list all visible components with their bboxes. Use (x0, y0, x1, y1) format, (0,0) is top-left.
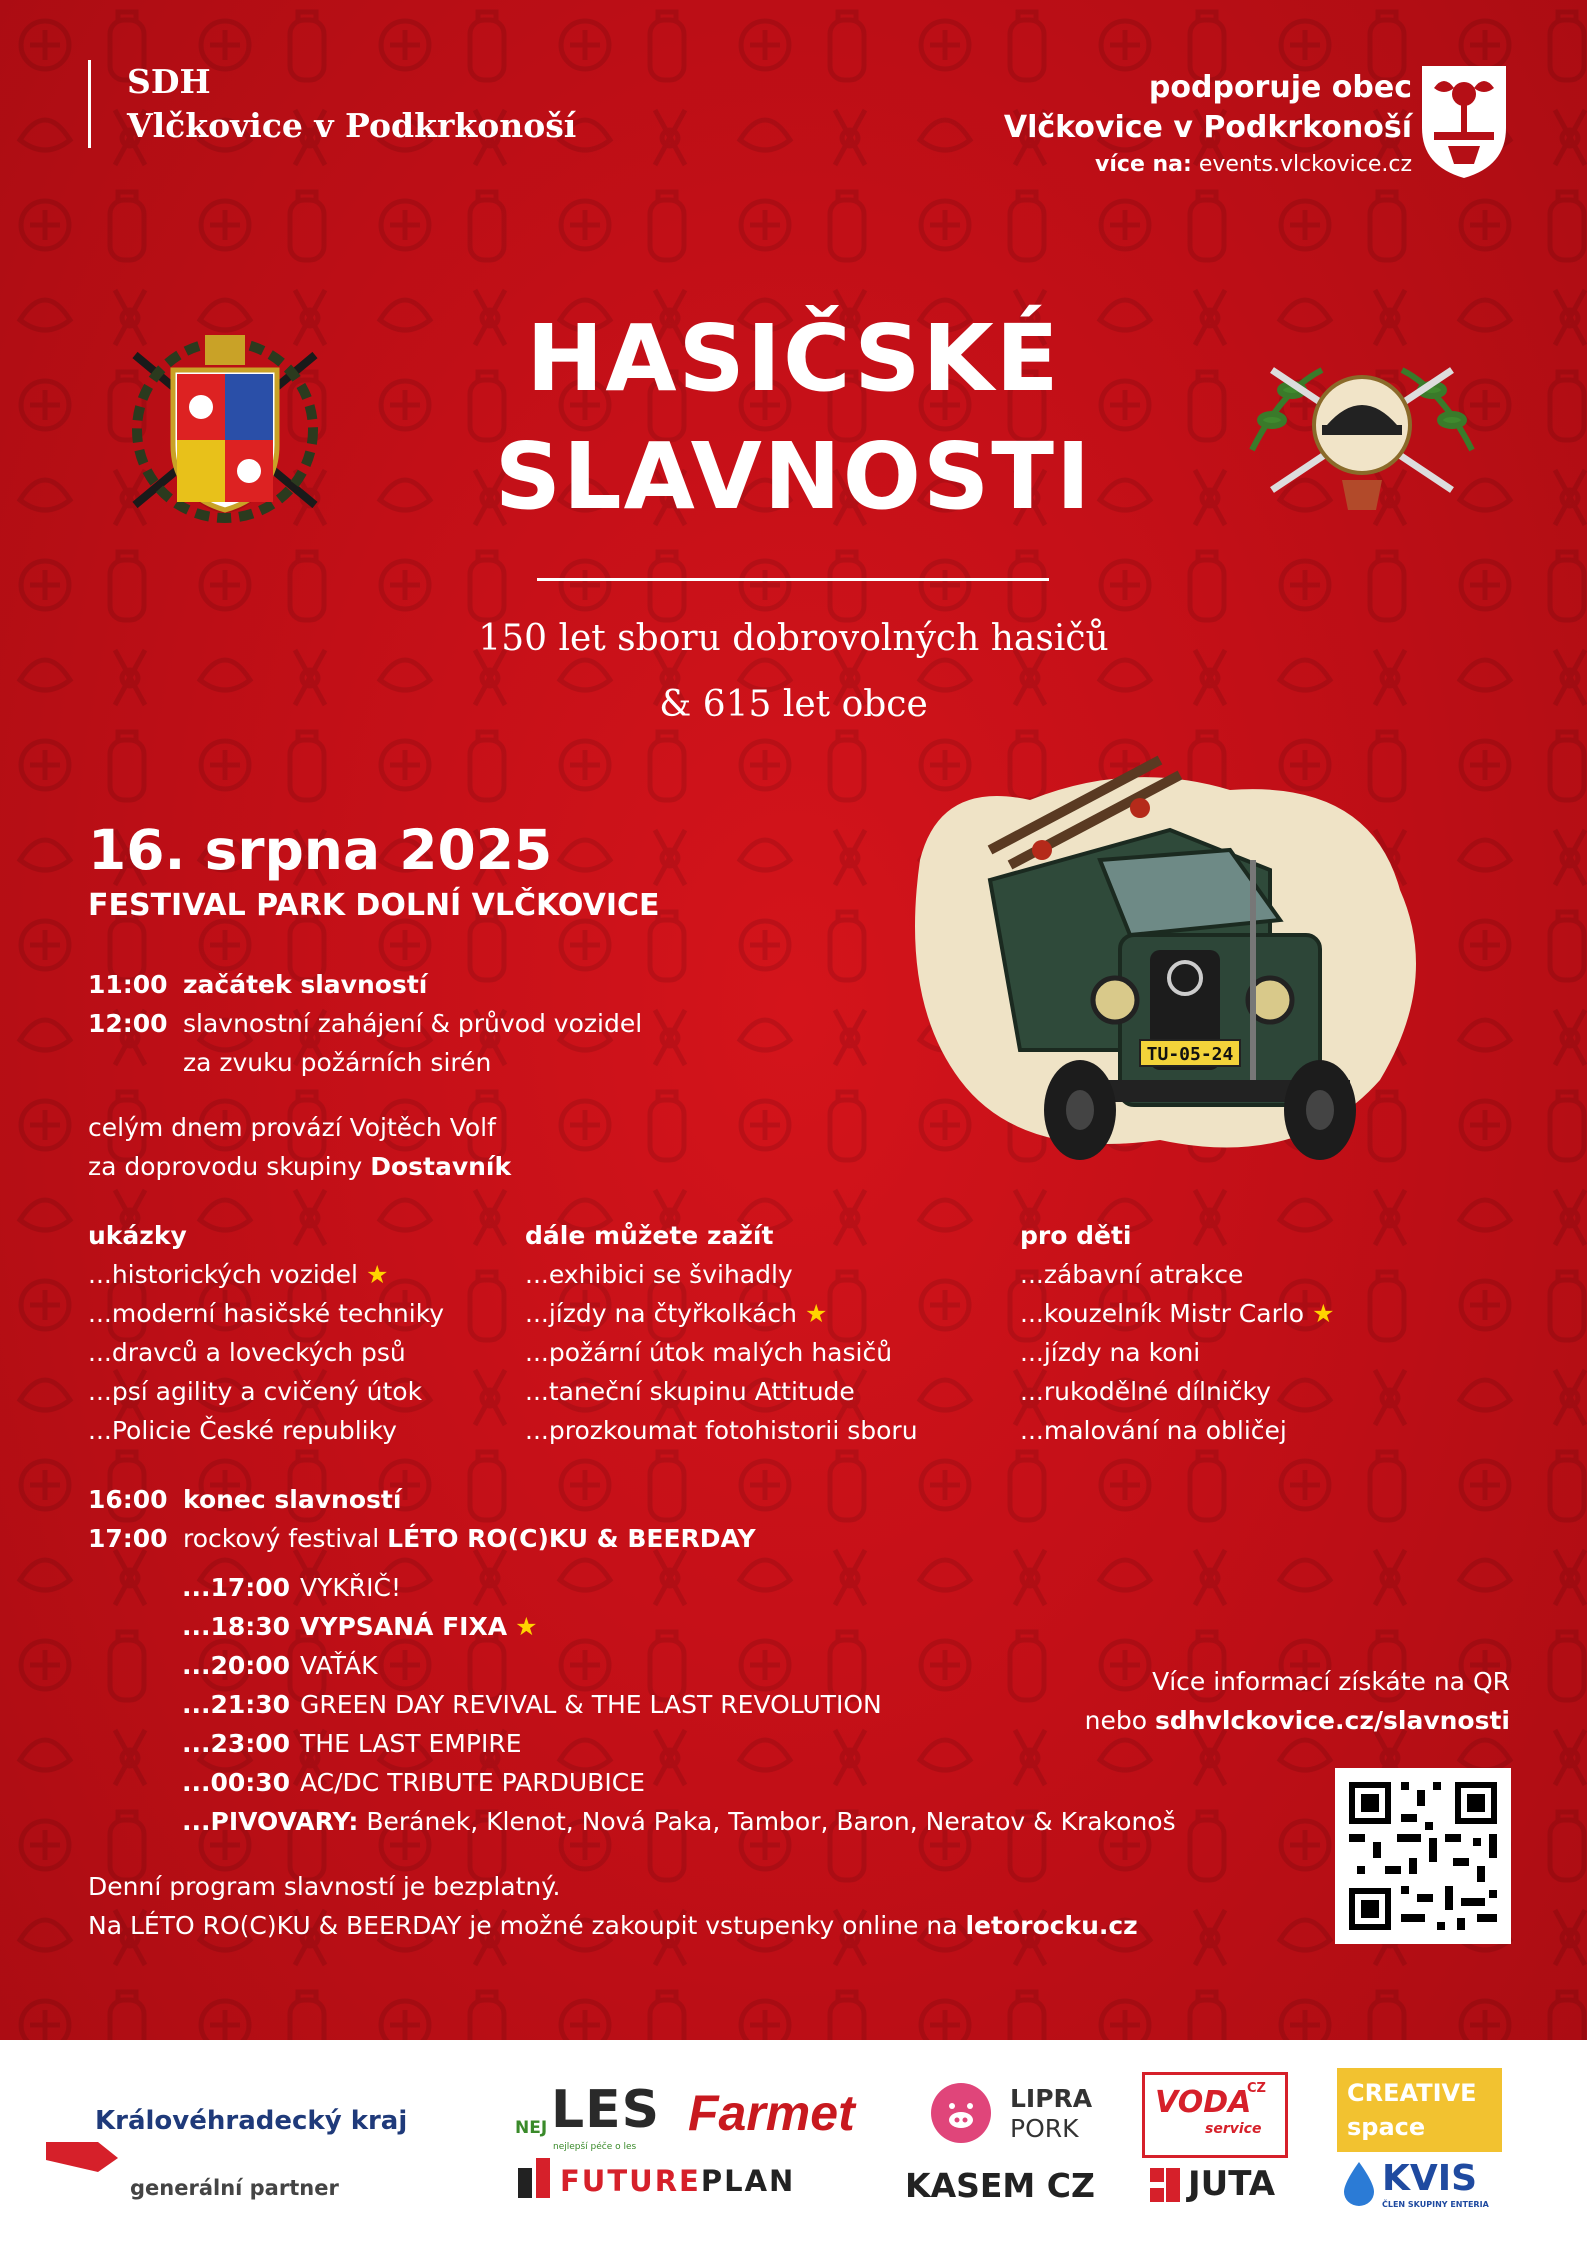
column-heading: dále můžete zažít (525, 1221, 774, 1250)
schedule-time: 11:00 (88, 970, 168, 999)
festival-name: LÉTO RO(C)KU & BEERDAY (387, 1524, 756, 1553)
license-plate: TU-05-24 (1146, 1044, 1234, 1065)
futureplan-icon (518, 2158, 552, 2198)
schedule-row (88, 1004, 642, 1043)
schedule-text: slavnostní zahájení & průvod vozidel (183, 1009, 643, 1038)
support-line2: Vlčkovice v Podkrkonoší (1003, 110, 1412, 145)
host-info (88, 1108, 511, 1186)
column-experiences (525, 1216, 918, 1450)
support-block (1004, 68, 1412, 182)
kraj-name: Královéhradecký kraj (95, 2106, 408, 2136)
more-label: více na: (1095, 152, 1192, 177)
event-venue: FESTIVAL PARK DOLNÍ VLČKOVICE (88, 888, 660, 923)
breweries-label: ...PIVOVARY: (182, 1807, 359, 1836)
band-row: ...18:30 VYPSANÁ FIXA ★ (182, 1612, 538, 1641)
schedule-text: konec slavností (183, 1485, 402, 1514)
qr-info-line1: Více informací získáte na QR (1152, 1667, 1510, 1696)
host-line2: za doprovodu skupiny Dostavník (88, 1152, 512, 1181)
list-item: ...malování na obličej (1020, 1416, 1287, 1445)
list-item: ...zábavní atrakce (1020, 1260, 1244, 1289)
pig-icon (928, 2080, 994, 2146)
tickets-link[interactable]: letorocku.cz (965, 1911, 1138, 1940)
juta-logo: JUTA (1188, 2164, 1276, 2204)
notes-line2: Na LÉTO RO(C)KU & BEERDAY je možné zakoupit vstupenky online na letorocku.cz (88, 1911, 1138, 1940)
list-item: ...kouzelník Mistr Carlo ★ (1020, 1299, 1335, 1328)
band-row: ...20:00 VAŤÁK (182, 1651, 378, 1680)
event-date: 16. srpna 2025 (88, 818, 553, 882)
title-line1: HASIČSKÉ (526, 305, 1061, 412)
org-line2: Vlčkovice v Podkrkonoší (127, 106, 577, 145)
list-item: ...požární útok malých hasičů (525, 1338, 893, 1367)
list-item: ...moderní hasičské techniky (88, 1299, 445, 1328)
band-row: ...21:30 GREEN DAY REVIVAL & THE LAST REVOLUTION (182, 1690, 882, 1719)
band-row: ...17:00 VYKŘIČ! (182, 1573, 401, 1602)
list-item: ...rukodělné dílničky (1020, 1377, 1271, 1406)
list-item: ...jízdy na čtyřkolkách ★ (525, 1299, 828, 1328)
star-icon: ★ (365, 1260, 389, 1289)
schedule-text: začátek slavností (183, 970, 428, 999)
breweries-row (182, 1802, 1176, 1841)
qr-info-line2: nebo sdhvlckovice.cz/slavnosti (1084, 1706, 1510, 1735)
band-row: ...23:00 THE LAST EMPIRE (182, 1729, 522, 1758)
subtitle-line1: 150 let sboru dobrovolných hasičů (478, 618, 1109, 659)
list-item: ...Policie České republiky (88, 1416, 397, 1445)
column-heading: ukázky (88, 1221, 187, 1250)
host-band: Dostavník (370, 1152, 512, 1181)
support-line1: podporuje obec (1148, 70, 1412, 105)
more-url[interactable]: events.vlckovice.cz (1198, 152, 1412, 177)
org-line1: SDH (127, 62, 211, 101)
list-item: ...exhibici se švihadly (525, 1260, 793, 1289)
vintage-fire-truck-illustration (900, 720, 1440, 1180)
list-item: ...taneční skupinu Attitude (525, 1377, 855, 1406)
star-icon: ★ (804, 1299, 828, 1328)
list-item: ...jízdy na koni (1020, 1338, 1201, 1367)
schedule-end (88, 1480, 756, 1558)
juta-icon (1150, 2168, 1180, 2202)
page-title (0, 300, 1587, 536)
support-web (1004, 148, 1412, 182)
notes (88, 1867, 1138, 1945)
qr-info (1085, 1662, 1510, 1740)
schedule-row (88, 965, 642, 1004)
list-item: ...psí agility a cvičený útok (88, 1377, 423, 1406)
sponsors-footer: Královéhradecký kraj generální partner NEJ LES nejlepší péče o les Farmet LIPRA PORK VODA CZ service CREATIVE space FUTUREPLAN KASEM CZ JUTA KVIS ČLEN SKUPINY ENTERIA (0, 2040, 1587, 2245)
partner-label: generální partner (130, 2176, 339, 2200)
schedule-time: 16:00 (88, 1485, 168, 1514)
star-icon: ★ (515, 1612, 538, 1641)
title-divider (537, 578, 1049, 581)
subtitle (0, 606, 1587, 738)
schedule-text-cont: za zvuku požárních sirén (183, 1048, 492, 1077)
water-drop-icon (1342, 2160, 1376, 2206)
column-kids (1020, 1216, 1334, 1450)
band-row: ...00:30 AC/DC TRIBUTE PARDUBICE (182, 1768, 645, 1797)
kasem-logo: KASEM CZ (905, 2166, 1095, 2205)
host-line1: celým dnem provází Vojtěch Volf (88, 1113, 496, 1142)
notes-line1: Denní program slavností je bezplatný. (88, 1872, 561, 1901)
title-line2: SLAVNOSTI (494, 423, 1093, 530)
schedule-start (88, 965, 642, 1082)
kraj-logo-icon (42, 2138, 122, 2176)
futureplan-logo: FUTUREPLAN (560, 2164, 796, 2198)
qr-code[interactable] (1335, 1768, 1511, 1944)
band-lineup (182, 1568, 1176, 1841)
village-coat-of-arms-icon (1418, 62, 1510, 182)
star-icon: ★ (1312, 1299, 1335, 1328)
column-demos (88, 1216, 444, 1450)
subtitle-line2: & 615 let obce (659, 684, 928, 725)
list-item: ...prozkoumat fotohistorii sboru (525, 1416, 918, 1445)
schedule-time: 12:00 (88, 1009, 168, 1038)
column-heading: pro děti (1020, 1221, 1132, 1250)
list-item: ...historických vozidel ★ (88, 1260, 389, 1289)
kvis-logo: KVIS (1382, 2158, 1478, 2199)
breweries-list: Beránek, Klenot, Nová Paka, Tambor, Baron, Neratov & Krakonoš (366, 1807, 1176, 1836)
creative-space-logo: CREATIVE space (1337, 2068, 1502, 2152)
list-item: ...dravců a loveckých psů (88, 1338, 406, 1367)
lipra-logo: LIPRA PORK (1010, 2084, 1093, 2143)
kvis-tagline: ČLEN SKUPINY ENTERIA (1382, 2200, 1489, 2209)
schedule-row (88, 1480, 756, 1519)
schedule-row: 17:00 rockový festival LÉTO RO(C)KU & BEERDAY (88, 1519, 756, 1558)
qr-info-link[interactable]: sdhvlckovice.cz/slavnosti (1154, 1706, 1510, 1735)
organization-name (88, 60, 576, 148)
schedule-time: 17:00 (88, 1524, 168, 1553)
farmet-logo: Farmet (688, 2085, 855, 2141)
voda-logo: VODA CZ service (1142, 2072, 1288, 2158)
